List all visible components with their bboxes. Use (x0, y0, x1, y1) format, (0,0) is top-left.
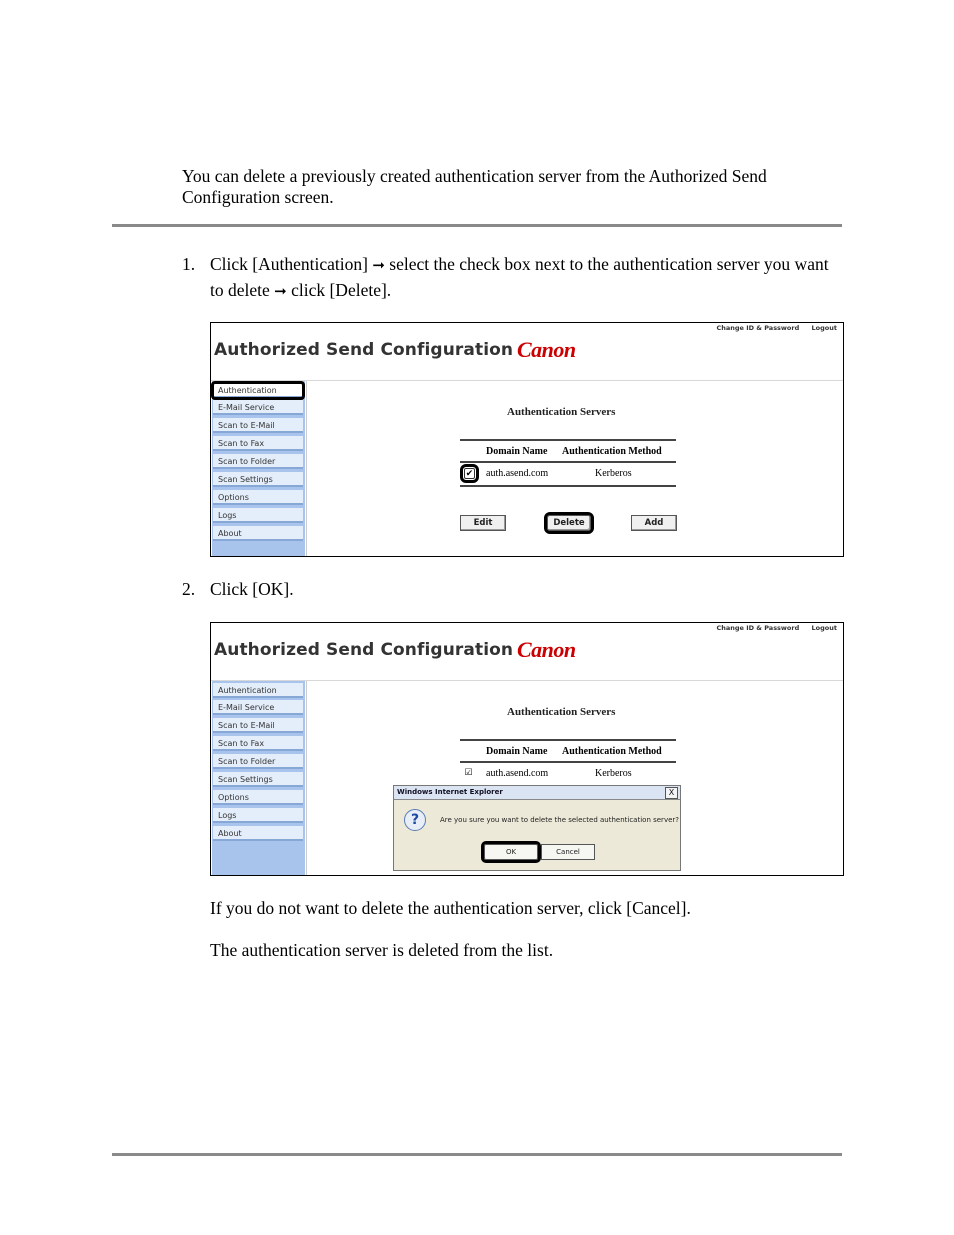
row-checkbox[interactable]: ☑ (464, 767, 473, 777)
servers-table (460, 439, 676, 487)
top-links (706, 624, 837, 632)
sidebar-item-authentication[interactable]: Authentication (213, 383, 303, 398)
edit-button[interactable]: Edit (460, 515, 506, 531)
top-divider (112, 224, 842, 227)
step-text: Click [OK]. (210, 579, 294, 599)
column-auth-method: Authentication Method (562, 746, 662, 757)
result-note: The authentication server is deleted from the list. (210, 940, 554, 960)
sidebar-item-scan-to-email[interactable]: Scan to E-Mail (213, 718, 303, 733)
sidebar-item-scan-to-email[interactable]: Scan to E-Mail (213, 418, 303, 433)
sidebar-item-authentication[interactable]: Authentication (213, 683, 303, 698)
screenshot-authentication-list (210, 322, 844, 557)
row-checkbox[interactable]: ✔ (465, 468, 474, 478)
close-icon[interactable]: X (665, 787, 678, 799)
app-title: Authorized Send Configuration (214, 340, 514, 360)
sidebar-item-about[interactable]: About (213, 826, 303, 841)
cell-method: Kerberos (595, 768, 632, 779)
step-number: 2. (182, 579, 196, 599)
column-domain-name: Domain Name (486, 446, 548, 457)
step-number: 1. (182, 254, 196, 274)
table-header (460, 439, 676, 463)
sidebar-item-options[interactable]: Options (213, 790, 303, 805)
sidebar-item-email-service[interactable]: E-Mail Service (213, 700, 303, 715)
table-header (460, 739, 676, 763)
ok-button[interactable]: OK (484, 844, 538, 860)
delete-button[interactable]: Delete (547, 515, 591, 531)
sidebar-item-options[interactable]: Options (213, 490, 303, 505)
bottom-divider (112, 1153, 842, 1156)
cell-method: Kerberos (595, 468, 632, 479)
arrow-right-icon: ➞ (274, 282, 287, 300)
sidebar (212, 681, 305, 875)
column-domain-name: Domain Name (486, 746, 548, 757)
cancel-button[interactable]: Cancel (541, 844, 595, 860)
sidebar-item-scan-to-fax[interactable]: Scan to Fax (213, 736, 303, 751)
cell-domain: auth.asend.com (486, 768, 549, 779)
column-auth-method: Authentication Method (562, 446, 662, 457)
canon-logo: Canon (517, 337, 576, 362)
canon-logo: Canon (517, 637, 576, 662)
table-row (460, 763, 676, 785)
app-content (211, 380, 843, 556)
sidebar-item-about[interactable]: About (213, 526, 303, 541)
cancel-note: If you do not want to delete the authentication server, click [Cancel]. (210, 898, 691, 918)
logout-link[interactable]: Logout (811, 624, 837, 632)
dialog-title: Windows Internet Explorer (397, 788, 503, 796)
sidebar-item-scan-to-folder[interactable]: Scan to Folder (213, 454, 303, 469)
sidebar-item-logs[interactable]: Logs (213, 508, 303, 523)
app-title: Authorized Send Configuration (214, 640, 514, 660)
main-area (306, 381, 843, 556)
step-text: Click [Authentication] ➞ select the check box next to the authentication server you want to delete ➞ click [Delete]. (210, 254, 829, 300)
sidebar-item-logs[interactable]: Logs (213, 808, 303, 823)
question-icon: ? (404, 809, 426, 831)
dialog-titlebar (394, 786, 680, 800)
table-row (460, 463, 676, 487)
dialog-message: Are you sure you want to delete the selected authentication server? (440, 816, 679, 824)
change-id-password-link[interactable]: Change ID & Password (716, 324, 800, 332)
sidebar-item-scan-settings[interactable]: Scan Settings (213, 772, 303, 787)
sidebar-item-scan-settings[interactable]: Scan Settings (213, 472, 303, 487)
sidebar-item-scan-to-folder[interactable]: Scan to Folder (213, 754, 303, 769)
sidebar (212, 381, 305, 556)
sidebar-item-email-service[interactable]: E-Mail Service (213, 400, 303, 415)
screenshot-confirm-delete (210, 622, 844, 876)
arrow-right-icon: ➞ (372, 256, 385, 274)
servers-heading: Authentication Servers (507, 706, 616, 718)
top-links (706, 324, 837, 332)
cell-domain: auth.asend.com (486, 468, 549, 479)
add-button[interactable]: Add (631, 515, 677, 531)
sidebar-item-scan-to-fax[interactable]: Scan to Fax (213, 436, 303, 451)
servers-heading: Authentication Servers (507, 406, 616, 418)
intro-paragraph: You can delete a previously created authentication server from the Authorized Send Configuration screen. (182, 166, 767, 207)
confirm-dialog (393, 785, 681, 871)
servers-table (460, 739, 676, 785)
change-id-password-link[interactable]: Change ID & Password (716, 624, 800, 632)
logout-link[interactable]: Logout (811, 324, 837, 332)
